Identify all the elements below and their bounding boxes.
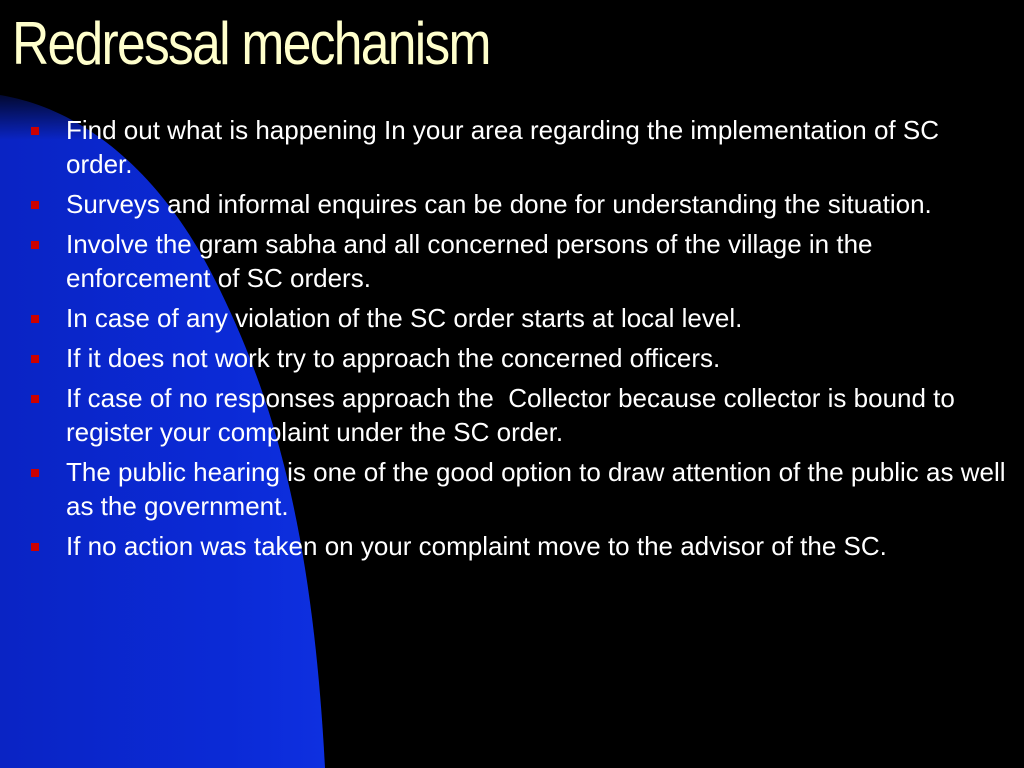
bullet-text: The public hearing is one of the good option to draw attention of the public as well as the government. <box>66 457 1006 521</box>
square-bullet-icon <box>31 469 39 477</box>
square-bullet-icon <box>31 127 39 135</box>
bullet-text: If case of no responses approach the Collector because collector is bound to register your complaint under the SC order. <box>66 383 963 447</box>
bullet-text: In case of any violation of the SC order starts at local level. <box>66 303 743 333</box>
bullet-text: Find out what is happening In your area regarding the implementation of SC order. <box>66 115 939 179</box>
slide-title: Redressal mechanism <box>12 10 490 77</box>
bullet-text: If it does not work try to approach the concerned officers. <box>66 343 721 373</box>
bullet-list <box>0 113 1010 569</box>
square-bullet-icon <box>31 355 39 363</box>
bullet-text: Surveys and informal enquires can be done for understanding the situation. <box>66 189 932 219</box>
bullet-item <box>0 381 1010 449</box>
bullet-item <box>0 113 1010 181</box>
square-bullet-icon <box>31 241 39 249</box>
bullet-item <box>0 227 1010 295</box>
square-bullet-icon <box>31 543 39 551</box>
bullet-item <box>0 529 1010 563</box>
bullet-item <box>0 455 1010 523</box>
bullet-text: If no action was taken on your complaint move to the advisor of the SC. <box>66 531 887 561</box>
square-bullet-icon <box>31 395 39 403</box>
bullet-item <box>0 341 1010 375</box>
bullet-text: Involve the gram sabha and all concerned persons of the village in the enforcement of SC orders. <box>66 229 873 293</box>
square-bullet-icon <box>31 315 39 323</box>
bullet-item <box>0 301 1010 335</box>
bullet-item <box>0 187 1010 221</box>
square-bullet-icon <box>31 201 39 209</box>
